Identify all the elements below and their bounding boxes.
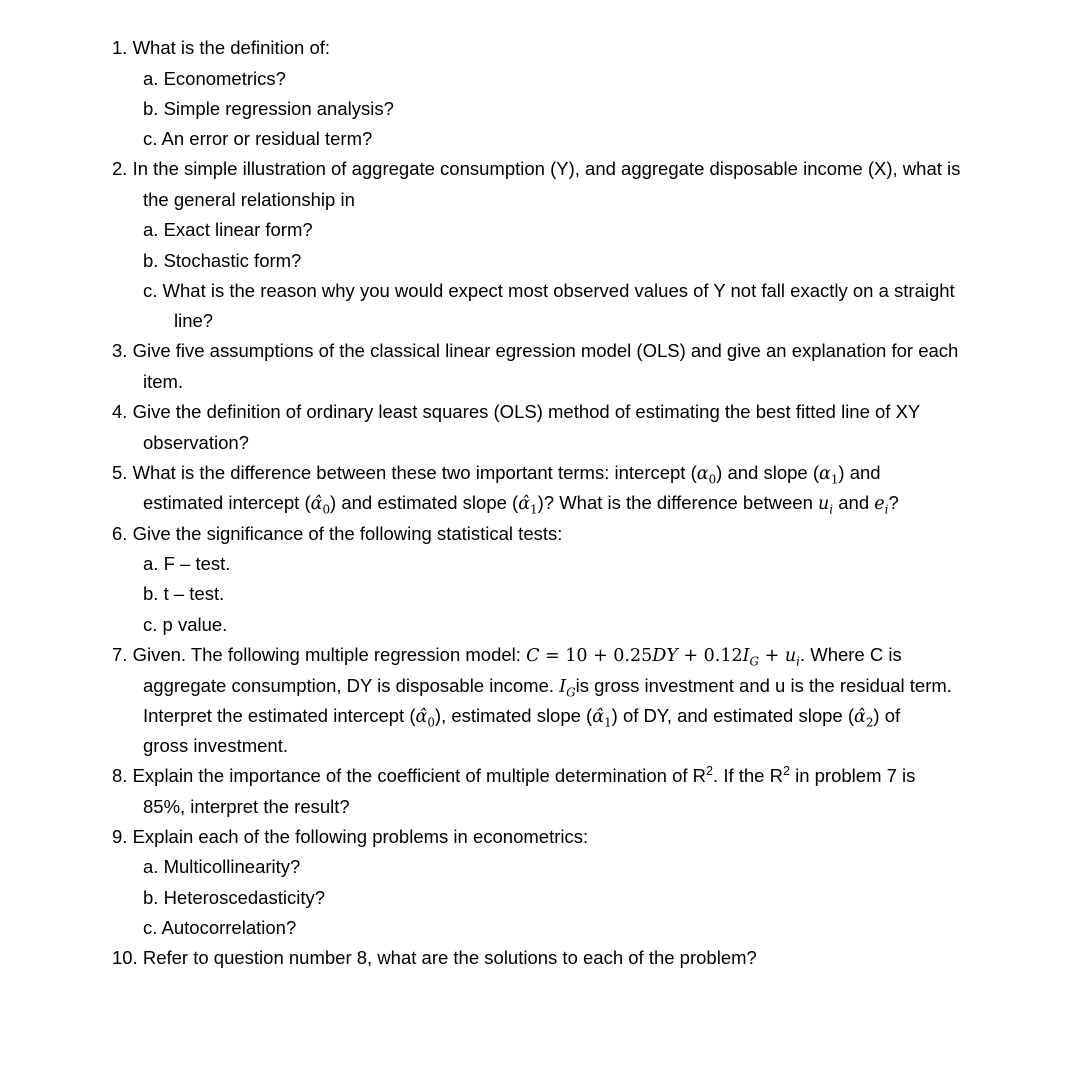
question-7-line-1 — [112, 644, 902, 669]
question-9: 9. Explain each of the following problems in econometrics: — [112, 826, 589, 847]
question-5-text: estimated intercept ( — [143, 492, 311, 513]
question-8-line-1 — [112, 765, 915, 787]
question-5-text: ) and estimated slope ( — [330, 492, 519, 513]
question-9-item-a: a. Multicollinearity? — [143, 856, 301, 877]
question-7-text: ) of — [873, 705, 901, 726]
question-5-text: )? What is the difference between — [537, 492, 819, 513]
e-i-symbol: $e_i$ — [874, 494, 889, 517]
question-6: 6. Give the significance of the following statistical tests: — [112, 523, 563, 544]
question-7-text: . Where C is — [799, 644, 902, 665]
question-5-text: and — [833, 492, 875, 513]
question-6-item-c: c. p value. — [143, 614, 228, 635]
question-7-text: ), estimated slope ( — [434, 705, 593, 726]
alpha-hat-2-symbol: $\alphâ_2$ — [853, 707, 874, 730]
alpha-hat-0-symbol: $\alphâ_0$ — [415, 707, 435, 730]
question-7-text: is gross investment and u is the residual term. — [575, 675, 952, 696]
question-7-line-3 — [143, 705, 901, 730]
question-1-item-c: c. An error or residual term? — [143, 128, 373, 149]
question-9-item-c: c. Autocorrelation? — [143, 917, 297, 938]
question-7-line-2 — [143, 675, 952, 700]
question-7-text: ) of DY, and estimated slope ( — [611, 705, 854, 726]
question-9-item-b: b. Heteroscedasticity? — [143, 887, 326, 908]
u-i-symbol: $u_i$ — [818, 494, 834, 517]
question-5-text: ) and slope ( — [716, 462, 819, 483]
alpha-1-symbol: $\alpha_1$ — [819, 464, 839, 487]
question-7-text: aggregate consumption, DY is disposable income. — [143, 675, 560, 696]
question-1: 1. What is the definition of: — [112, 37, 331, 58]
question-2-item-a: a. Exact linear form? — [143, 219, 313, 240]
question-5-text: 5. What is the difference between these two important terms: intercept ( — [112, 462, 697, 483]
question-3-line-2: item. — [143, 371, 184, 392]
alpha-hat-1-symbol: $\alphâ_1$ — [592, 707, 612, 730]
question-2-line-1: 2. In the simple illustration of aggregate consumption (Y), and aggregate disposable income (X), what is — [112, 158, 961, 179]
question-6-item-b: b. t – test. — [143, 583, 225, 604]
regression-equation: $C = 10 + 0.25DY + 0.12I_G + u_i$ — [526, 646, 800, 669]
question-5-text: ) and — [838, 462, 881, 483]
question-2-item-b: b. Stochastic form? — [143, 250, 302, 271]
question-5-line-2 — [143, 492, 899, 517]
question-2-line-2: the general relationship in — [143, 189, 355, 210]
question-1-item-a: a. Econometrics? — [143, 68, 286, 89]
question-4-line-2: observation? — [143, 432, 249, 453]
question-7-text: 7. Given. The following multiple regression model: — [112, 644, 527, 665]
question-7-line-4: gross investment. — [143, 735, 288, 756]
question-5-text: ? — [888, 492, 899, 513]
question-8-text: . If the R — [713, 765, 783, 786]
superscript-2: 2 — [706, 763, 714, 778]
question-2-item-c-line-1: c. What is the reason why you would expect most observed values of Y not fall exactly on a straight — [143, 280, 955, 301]
question-1-item-b: b. Simple regression analysis? — [143, 98, 394, 119]
question-8-line-2: 85%, interpret the result? — [143, 796, 350, 817]
alpha-hat-1-symbol: $\alphâ_1$ — [518, 494, 538, 517]
alpha-hat-0-symbol: $\alphâ_0$ — [310, 494, 331, 517]
question-4-line-1: 4. Give the definition of ordinary least squares (OLS) method of estimating the best fitted line of XY — [112, 401, 921, 422]
i-g-symbol: $I_G$ — [559, 677, 576, 700]
question-5-line-1 — [112, 462, 881, 487]
question-6-item-a: a. F – test. — [143, 553, 231, 574]
question-8-text: in problem 7 is — [789, 765, 916, 786]
question-10: 10. Refer to question number 8, what are the solutions to each of the problem? — [112, 947, 757, 968]
superscript-2: 2 — [782, 763, 790, 778]
question-2-item-c-line-2: line? — [174, 310, 214, 331]
question-7-text: Interpret the estimated intercept ( — [143, 705, 416, 726]
question-3-line-1: 3. Give five assumptions of the classical linear egression model (OLS) and give an explanation for each — [112, 340, 959, 361]
alpha-0-symbol: $\alpha_0$ — [696, 464, 717, 487]
question-8-text: 8. Explain the importance of the coefficient of multiple determination of R — [112, 765, 707, 786]
